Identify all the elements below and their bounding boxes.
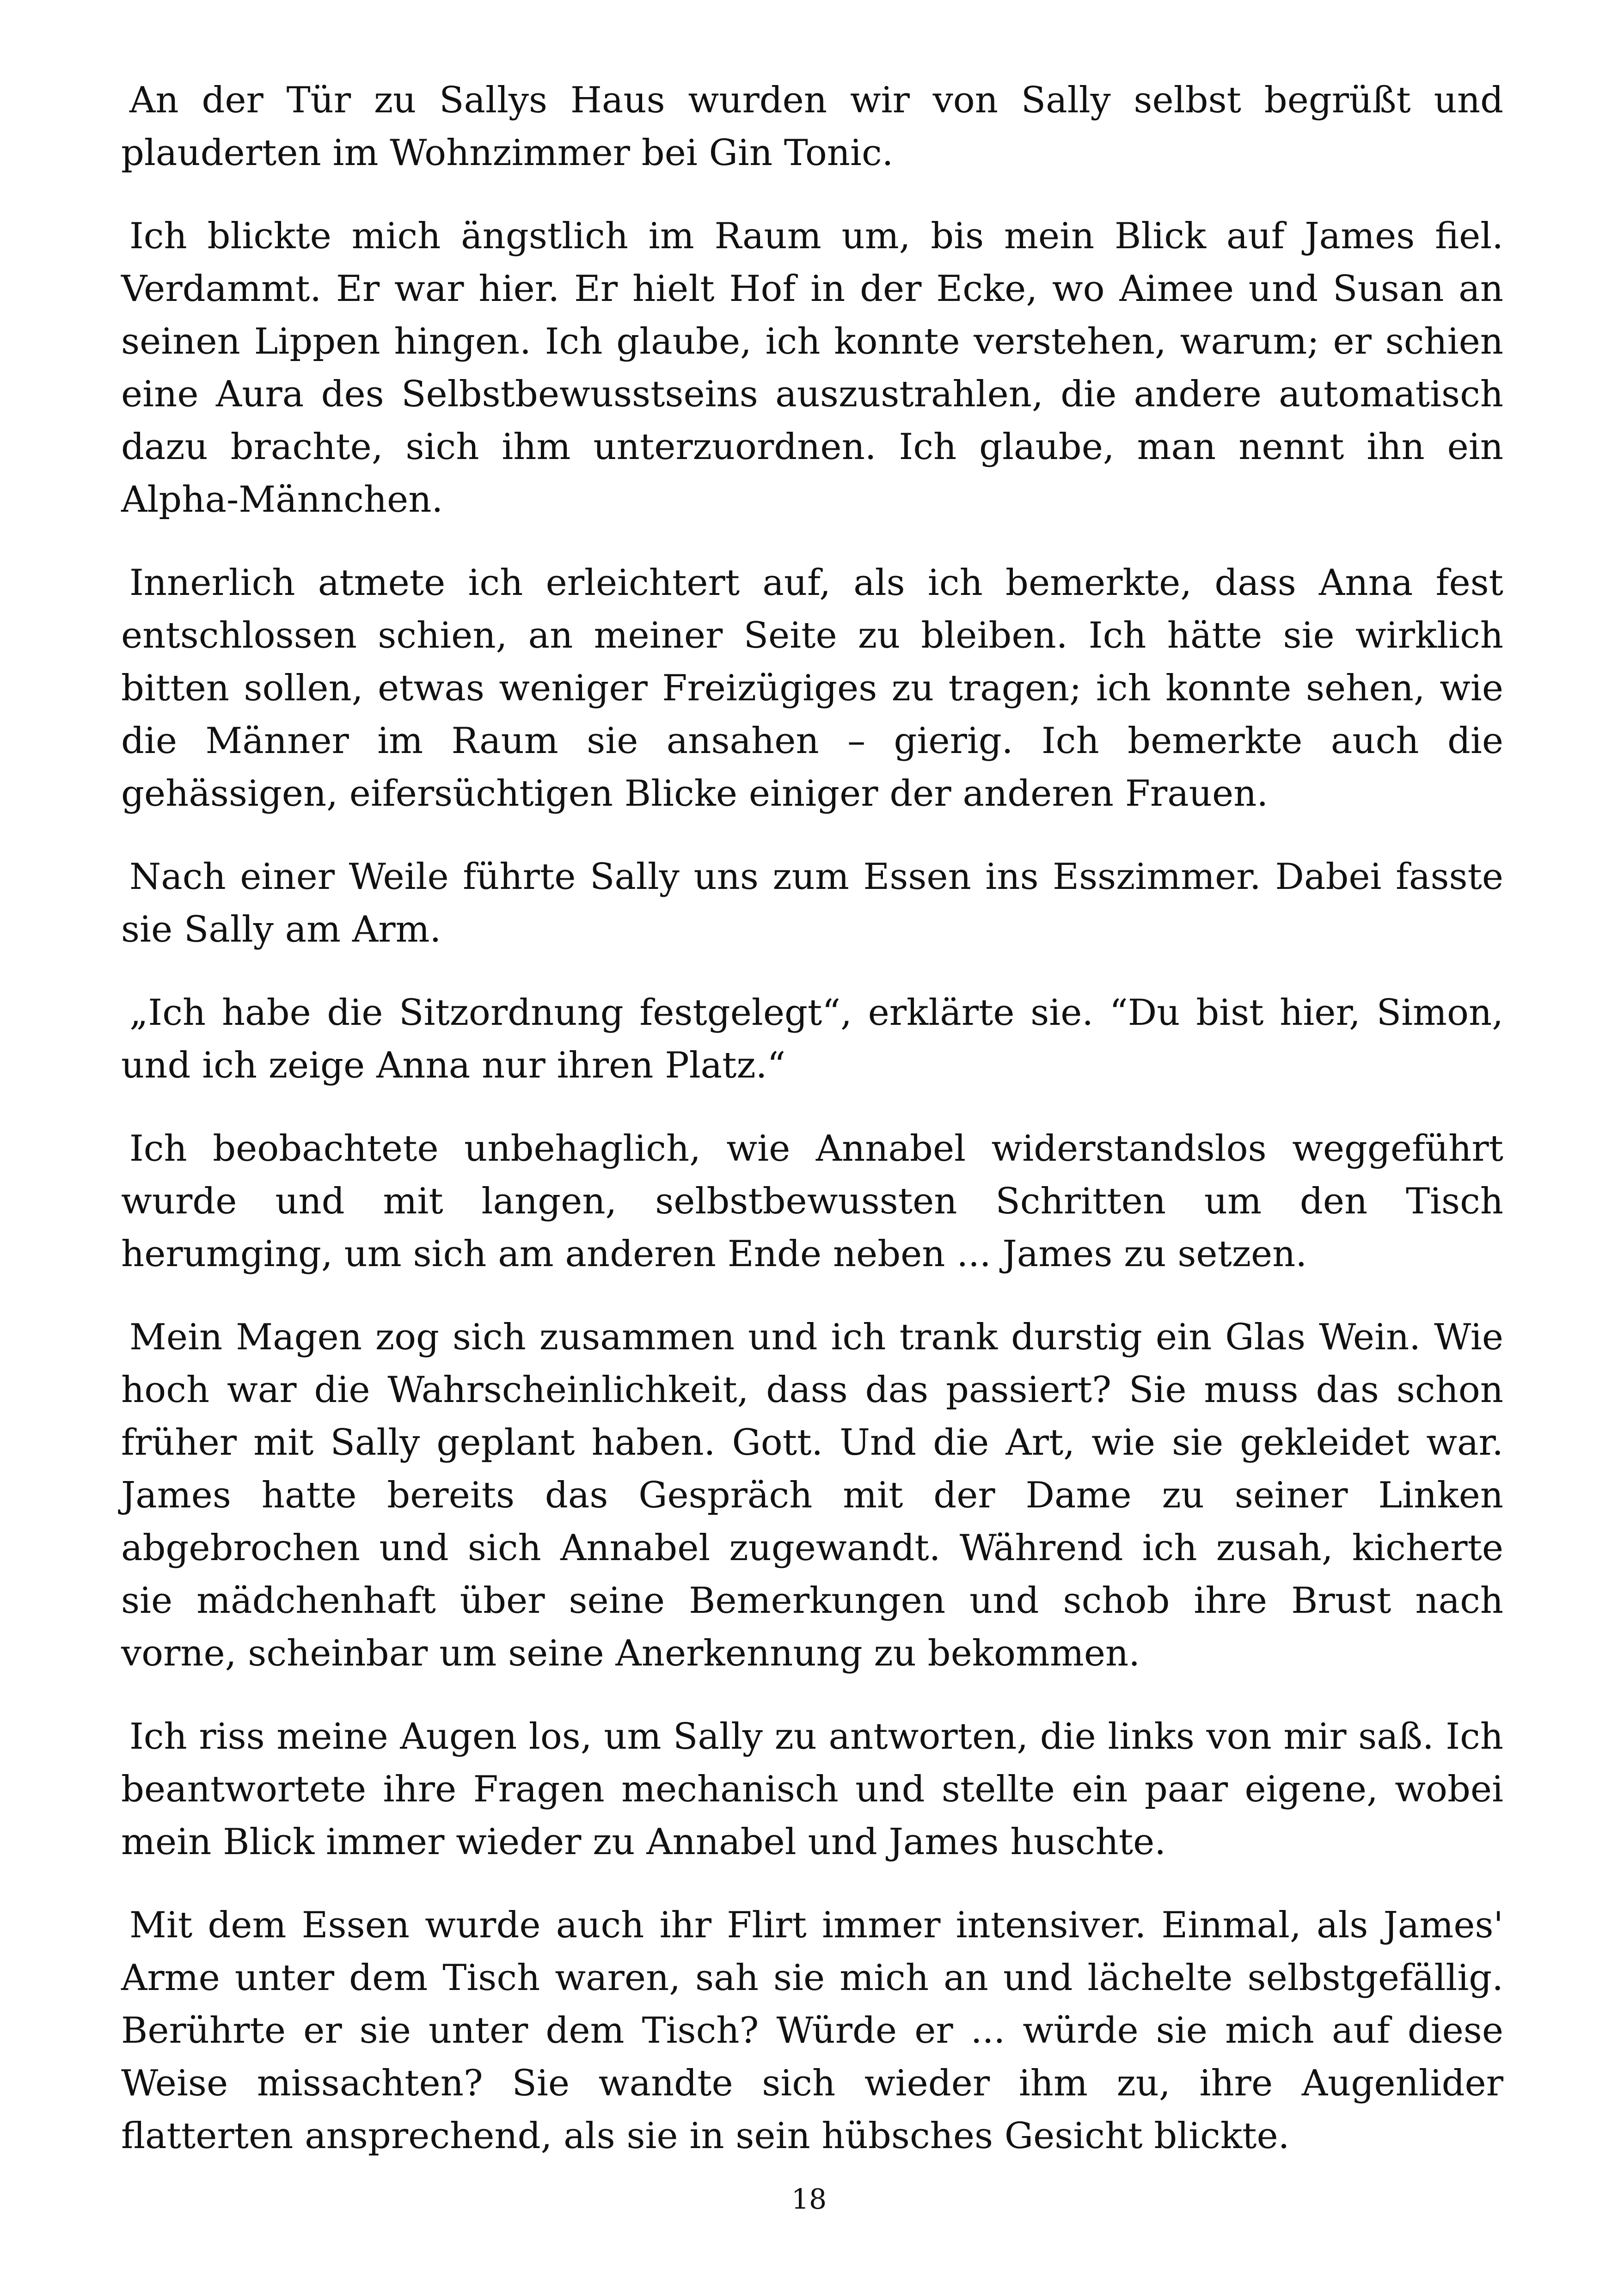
- paragraph-9: Mit dem Essen wurde auch ihr Flirt immer intensiver. Einmal, als James' Arme unter dem Tisch waren, sah sie mich an und lächelte selbstgefällig. Berührte er sie unter dem Tisch? Würde er ... würde sie mich auf diese Weise missachten? Sie wandte sich wieder ihm zu, ihre Augenlider flatterten ansprechend, als sie in sein hübsches Gesicht blickte.: [121, 1904, 1503, 2157]
- paragraph-4: Nach einer Weile führte Sally uns zum Essen ins Esszimmer. Dabei fasste sie Sally am Arm.: [121, 856, 1503, 950]
- paragraph-7: Mein Magen zog sich zusammen und ich trank durstig ein Glas Wein. Wie hoch war die Wahrscheinlichkeit, dass das passiert? Sie muss das schon früher mit Sally geplant haben. Gott. Und die Art, wie sie gekleidet war. James hatte bereits das Gespräch mit der Dame zu seiner Linken abgebrochen und sich Annabel zugewandt. Während ich zusah, kicherte sie mädchenhaft über seine Bemerkungen und schob ihre Brust nach vorne, scheinbar um seine Anerkennung zu bekommen.: [121, 1316, 1503, 1674]
- paragraph-3: Innerlich atmete ich erleichtert auf, als ich bemerkte, dass Anna fest entschlossen schien, an meiner Seite zu bleiben. Ich hätte sie wirklich bitten sollen, etwas weniger Freizügiges zu tragen; ich konnte sehen, wie die Männer im Raum sie ansahen – gierig. Ich bemerkte auch die gehässigen, eifersüchtigen Blicke einiger der anderen Frauen.: [121, 562, 1503, 814]
- body-text: [121, 74, 1503, 2193]
- paragraph-8: Ich riss meine Augen los, um Sally zu antworten, die links von mir saß. Ich beantwortete ihre Fragen mechanisch und stellte ein paar eigene, wobei mein Blick immer wieder zu Annabel und James huschte.: [121, 1716, 1503, 1863]
- paragraph-2: Ich blickte mich ängstlich im Raum um, bis mein Blick auf James fiel. Verdammt. Er war hier. Er hielt Hof in der Ecke, wo Aimee und Susan an seinen Lippen hingen. Ich glaube, ich konnte verstehen, warum; er schien eine Aura des Selbstbewusstseins auszustrahlen, die andere automatisch dazu brachte, sich ihm unterzuordnen. Ich glaube, man nennt ihn ein Alpha-Männchen.: [121, 215, 1503, 520]
- paragraph-6: Ich beobachtete unbehaglich, wie Annabel widerstandslos weggeführt wurde und mit langen, selbstbewussten Schritten um den Tisch herumging, um sich am anderen Ende neben ... James zu setzen.: [121, 1128, 1503, 1275]
- paragraph-5: „Ich habe die Sitzordnung festgelegt“, erklärte sie. “Du bist hier, Simon, und ich zeige Anna nur ihren Platz.“: [121, 992, 1503, 1086]
- paragraph-1: An der Tür zu Sallys Haus wurden wir von Sally selbst begrüßt und plauderten im Wohnzimmer bei Gin Tonic.: [121, 80, 1503, 174]
- page-number: 18: [791, 2183, 827, 2216]
